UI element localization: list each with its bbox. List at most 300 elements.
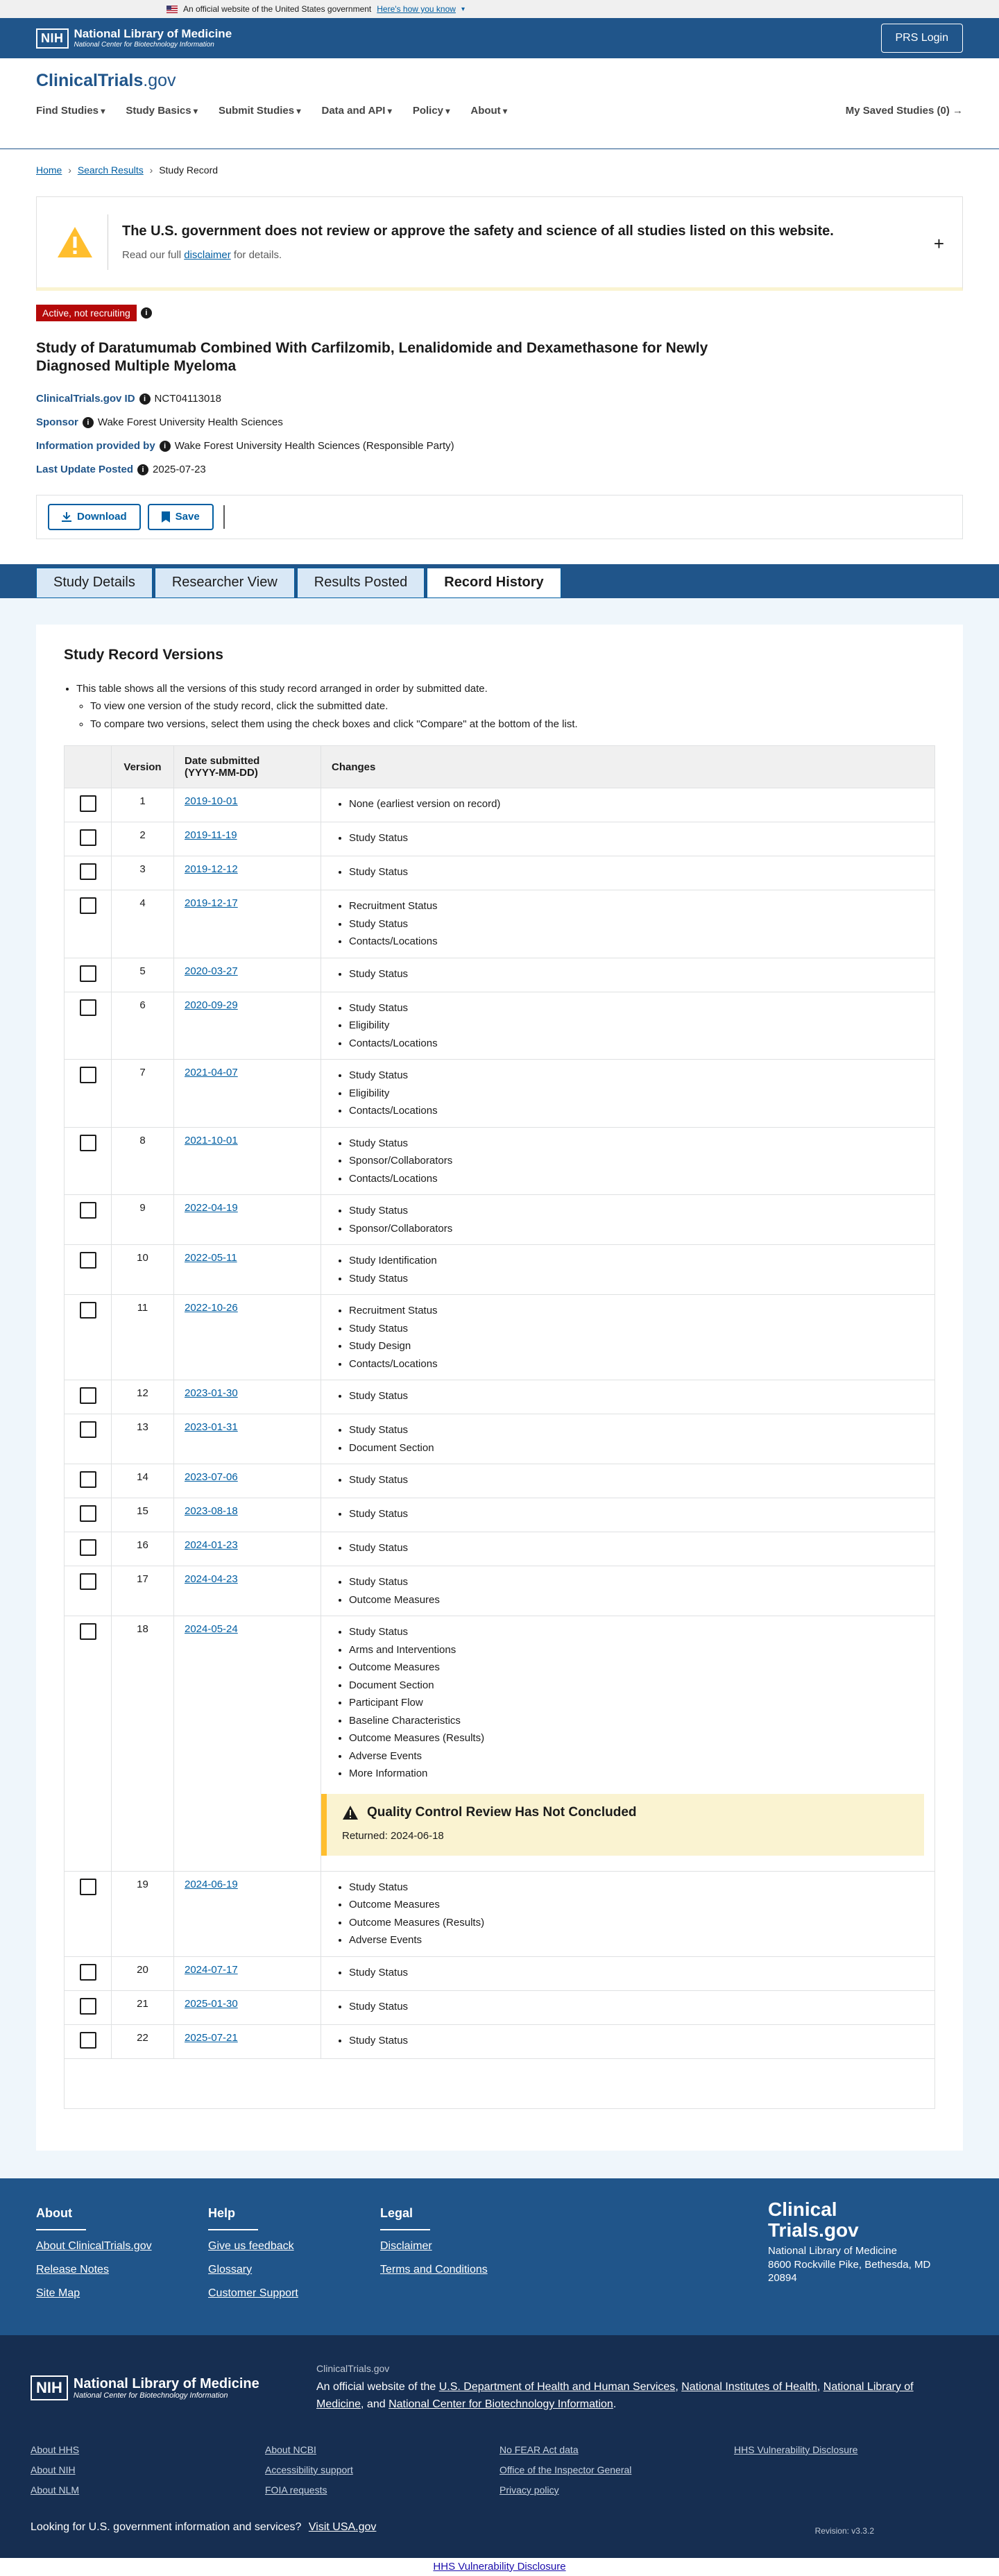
version-checkbox[interactable] (80, 1879, 96, 1895)
change-item: • Adverse Events (349, 1931, 924, 1949)
version-number: 6 (112, 992, 174, 1060)
date-cell (174, 822, 321, 856)
table-row (65, 1380, 935, 1414)
info-provided-label: Information provided by (36, 439, 155, 452)
footer-legal-column (380, 2206, 552, 2314)
breadcrumb-current: Study Record (159, 164, 219, 176)
info-icon[interactable]: i (137, 464, 148, 475)
change-item: • Arms and Interventions (349, 1641, 924, 1659)
table-row (65, 1060, 935, 1128)
version-checkbox[interactable] (80, 999, 96, 1016)
date-cell (174, 1616, 321, 1872)
versions-heading: Study Record Versions (64, 646, 223, 663)
select-cell (65, 2024, 112, 2058)
date-cell (174, 1380, 321, 1414)
select-cell (65, 1380, 112, 1414)
changes-cell (321, 1871, 935, 1956)
changes-cell (321, 1532, 935, 1566)
change-item: • Study Identification (349, 1252, 924, 1270)
change-item: • Contacts/Locations (349, 1035, 924, 1053)
nlm-name: National Library of Medicine (74, 27, 232, 41)
version-date-link[interactable]: 2024-07-17 (185, 1963, 238, 1976)
link-foia[interactable]: FOIA requests (265, 2484, 327, 2496)
ncbi-link[interactable]: National Center for Biotechnology Information (388, 2398, 613, 2411)
alert-text-pre: Read our full (122, 249, 182, 261)
changes-list (336, 1505, 924, 1523)
header-date (174, 746, 321, 788)
footer-link-release-notes[interactable]: Release Notes (36, 2263, 109, 2276)
record-history-content (0, 598, 999, 2178)
select-cell (65, 1245, 112, 1295)
info-icon[interactable]: i (141, 307, 152, 319)
ncbi-name: National Center for Biotechnology Information (73, 2391, 228, 2400)
changes-cell (321, 1060, 935, 1128)
site-footer (0, 2178, 999, 2335)
date-cell (174, 1566, 321, 1616)
nav-data-and-api[interactable]: Data and API ▾ (321, 105, 391, 117)
changes-cell (321, 958, 935, 992)
version-number: 1 (112, 788, 174, 822)
change-item: • Study Status (349, 1387, 924, 1405)
select-cell (65, 1060, 112, 1128)
heres-how-you-know-link[interactable]: Here's how you know (377, 4, 456, 14)
table-row (65, 1127, 935, 1195)
change-item: • Recruitment Status (349, 897, 924, 915)
changes-cell (321, 2024, 935, 2058)
version-date-link[interactable]: 2025-07-21 (185, 2031, 238, 2044)
nlm-name: National Library of Medicine (73, 2376, 259, 2392)
sponsor-value: Wake Forest University Health Sciences (97, 416, 283, 428)
warning-icon (342, 1805, 359, 1820)
breadcrumb-home[interactable]: Home (36, 164, 62, 176)
footer-link-feedback[interactable]: Give us feedback (208, 2239, 294, 2252)
change-item: • Baseline Characteristics (349, 1712, 924, 1730)
changes-list (336, 965, 924, 983)
changes-cell (321, 1566, 935, 1616)
footer-links-col (500, 2444, 734, 2505)
chevron-right-icon: › (68, 164, 71, 176)
date-cell (174, 856, 321, 890)
versions-card (36, 625, 963, 2151)
nav-submit-studies[interactable]: Submit Studies ▾ (219, 105, 301, 117)
change-item: • Sponsor/Collaborators (349, 1220, 924, 1238)
changes-cell (321, 1127, 935, 1195)
change-item: • Participant Flow (349, 1694, 924, 1712)
version-date-link[interactable]: 2023-01-31 (185, 1421, 238, 1434)
chevron-down-icon: ▾ (461, 5, 465, 13)
version-date-link[interactable]: 2020-03-27 (185, 965, 238, 977)
main-nav (36, 105, 963, 117)
changes-cell (321, 822, 935, 856)
footer-rule (208, 2229, 258, 2230)
version-checkbox[interactable] (80, 1202, 96, 1219)
usa-gov-link[interactable]: Visit USA.gov (308, 2520, 377, 2533)
change-item: • Contacts/Locations (349, 1355, 924, 1373)
my-saved-studies-link[interactable] (846, 105, 963, 117)
header-changes: Changes (321, 746, 935, 788)
version-date-link[interactable]: 2022-04-19 (185, 1202, 238, 1214)
expand-plus-icon[interactable]: + (933, 233, 944, 254)
version-date-link[interactable]: 2021-04-07 (185, 1067, 238, 1079)
link-about-hhs[interactable]: About HHS (31, 2443, 80, 2455)
version-number: 9 (112, 1195, 174, 1245)
date-cell (174, 1956, 321, 1990)
nav-about[interactable]: About ▾ (470, 105, 507, 117)
version-date-link[interactable]: 2019-12-12 (185, 863, 238, 876)
table-row (65, 1295, 935, 1380)
nih-logo-box: NIH (31, 2375, 68, 2400)
table-row (65, 2024, 935, 2058)
footer-rule (36, 2229, 86, 2230)
change-item: • Study Status (349, 1998, 924, 2016)
spacer-cell (65, 2058, 935, 2108)
date-cell (174, 958, 321, 992)
link-accessibility[interactable]: Accessibility support (265, 2464, 353, 2475)
version-number: 14 (112, 1464, 174, 1498)
changes-cell (321, 1414, 935, 1464)
footer-link-terms[interactable]: Terms and Conditions (380, 2263, 488, 2276)
version-date-link[interactable]: 2024-05-24 (185, 1623, 238, 1636)
version-date-link[interactable]: 2019-11-19 (185, 829, 237, 842)
date-cell (174, 1871, 321, 1956)
prs-login-button[interactable]: PRS Login (881, 24, 964, 53)
date-cell (174, 788, 321, 822)
version-checkbox[interactable] (80, 2032, 96, 2049)
changes-cell (321, 788, 935, 822)
version-date-link[interactable]: 2024-04-23 (185, 1573, 238, 1586)
link-about-ncbi[interactable]: About NCBI (265, 2443, 316, 2455)
date-cell (174, 1532, 321, 1566)
version-checkbox[interactable] (80, 1387, 96, 1404)
table-row (65, 822, 935, 856)
version-number: 20 (112, 1956, 174, 1990)
change-item: • Adverse Events (349, 1747, 924, 1765)
versions-table (64, 745, 935, 2109)
version-date-link[interactable]: 2024-01-23 (185, 1539, 238, 1552)
change-item: • Study Status (349, 1202, 924, 1220)
changes-cell (321, 1380, 935, 1414)
intro-item (76, 680, 935, 734)
breadcrumb-search-results[interactable]: Search Results (77, 164, 144, 176)
table-row (65, 1498, 935, 1532)
versions-table-body (65, 788, 935, 2109)
changes-list (336, 1623, 924, 1783)
date-cell (174, 1990, 321, 2024)
changes-list (336, 1471, 924, 1489)
link-inspector-general[interactable]: Office of the Inspector General (500, 2464, 632, 2475)
nav-study-basics[interactable]: Study Basics ▾ (126, 105, 198, 117)
hhs-link[interactable]: U.S. Department of Health and Human Services (438, 2380, 676, 2393)
nlm-link[interactable]: National Library of Medicine (316, 2380, 914, 2411)
warning-icon (56, 226, 94, 259)
footer-links-col (265, 2444, 500, 2505)
header-date-line1: Date submitted (185, 755, 260, 768)
actions-divider (223, 505, 225, 529)
download-button[interactable] (48, 504, 141, 530)
ncbi-name: National Center for Biotechnology Information (74, 40, 214, 49)
brand-line1: Clinical (768, 2198, 837, 2220)
change-item: • Outcome Measures (Results) (349, 1914, 924, 1932)
table-row (65, 1414, 935, 1464)
change-item: • Sponsor/Collaborators (349, 1152, 924, 1170)
qc-returned: Returned: 2024-06-18 (342, 1829, 444, 1842)
change-item: • Study Status (349, 2032, 924, 2050)
version-number: 2 (112, 822, 174, 856)
footer-link-disclaimer[interactable]: Disclaimer (380, 2239, 432, 2252)
info-icon[interactable]: i (83, 417, 94, 428)
qc-title: Quality Control Review Has Not Concluded (367, 1804, 637, 1820)
change-item: • Study Status (349, 1270, 924, 1288)
changes-list (336, 1539, 924, 1557)
version-number: 12 (112, 1380, 174, 1414)
address-line3: 20894 (768, 2272, 797, 2285)
table-row (65, 1616, 935, 1872)
footer-link-support[interactable]: Customer Support (208, 2287, 298, 2299)
version-date-link[interactable]: 2022-05-11 (185, 1252, 237, 1264)
select-cell (65, 1295, 112, 1380)
nih-header (0, 18, 999, 58)
date-cell (174, 1295, 321, 1380)
change-item: • Study Status (349, 1539, 924, 1557)
version-number: 10 (112, 1245, 174, 1295)
site-logo[interactable] (36, 71, 963, 91)
gov-banner-text: An official website of the United States government (183, 4, 372, 14)
nlm-logo[interactable] (36, 28, 232, 49)
table-row (65, 788, 935, 822)
changes-cell (321, 1295, 935, 1380)
site-header (0, 58, 999, 149)
header-date-line2: (YYYY-MM-DD) (185, 767, 258, 779)
change-item: • Study Status (349, 999, 924, 1017)
nlm-footer-links (31, 2444, 968, 2505)
change-item: • Study Status (349, 1879, 924, 1897)
version-number: 4 (112, 890, 174, 958)
version-date-link[interactable]: 2024-06-19 (185, 1878, 238, 1890)
version-checkbox[interactable] (80, 829, 96, 846)
date-cell (174, 1464, 321, 1498)
link-privacy[interactable]: Privacy policy (500, 2484, 559, 2496)
footer-link-glossary[interactable]: Glossary (208, 2263, 253, 2276)
tab-record-history[interactable]: Record History (427, 564, 561, 598)
sponsor-label: Sponsor (36, 416, 78, 428)
table-row (65, 856, 935, 890)
version-number: 5 (112, 958, 174, 992)
footer-about-heading: About (36, 2205, 72, 2220)
link-vulnerability-disclosure[interactable]: HHS Vulnerability Disclosure (734, 2443, 858, 2455)
footer-link-about[interactable]: About ClinicalTrials.gov (36, 2239, 152, 2252)
footer-legal-heading: Legal (380, 2205, 413, 2220)
changes-list (336, 795, 924, 813)
table-row (65, 1464, 935, 1498)
table-row (65, 992, 935, 1060)
select-cell (65, 1414, 112, 1464)
alert-text-post: for details. (233, 249, 282, 261)
tab-researcher-view[interactable]: Researcher View (155, 568, 295, 598)
last-update-row (36, 464, 963, 475)
footer-about-column (36, 2206, 208, 2314)
table-row (65, 1871, 935, 1956)
version-checkbox[interactable] (80, 1998, 96, 2015)
version-checkbox[interactable] (80, 795, 96, 812)
select-cell (65, 992, 112, 1060)
version-checkbox[interactable] (80, 1505, 96, 1522)
version-checkbox[interactable] (80, 1135, 96, 1151)
official-website-text (316, 2363, 955, 2414)
version-checkbox[interactable] (80, 1539, 96, 1556)
change-item: • Study Status (349, 1623, 924, 1641)
version-checkbox[interactable] (80, 965, 96, 982)
select-cell (65, 1498, 112, 1532)
intro-sub-item: ◦ To view one version of the study record, click the submitted date. (90, 697, 935, 715)
version-date-link[interactable]: 2019-12-17 (185, 897, 238, 910)
version-checkbox[interactable] (80, 1421, 96, 1438)
tab-study-details[interactable]: Study Details (36, 568, 153, 598)
nih-link[interactable]: National Institutes of Health (681, 2380, 817, 2393)
change-item: • Contacts/Locations (349, 1102, 924, 1120)
date-cell (174, 1245, 321, 1295)
change-item: • Document Section (349, 1677, 924, 1695)
save-label: Save (175, 511, 200, 523)
change-item: • Study Status (349, 965, 924, 983)
footer-links-col (734, 2444, 968, 2505)
changes-list (336, 829, 924, 847)
change-item: • Study Status (349, 1135, 924, 1153)
date-cell (174, 890, 321, 958)
changes-cell (321, 1245, 935, 1295)
changes-list (336, 863, 924, 881)
version-date-link[interactable]: 2019-10-01 (185, 795, 238, 808)
select-cell (65, 1464, 112, 1498)
changes-list (336, 1573, 924, 1609)
table-row (65, 1990, 935, 2024)
date-cell (174, 1127, 321, 1195)
version-date-link[interactable]: 2023-01-30 (185, 1387, 238, 1400)
change-item: • Contacts/Locations (349, 933, 924, 951)
footer-address (768, 2244, 930, 2285)
change-item: • Document Section (349, 1439, 924, 1457)
nlm-footer (0, 2335, 999, 2558)
changes-cell (321, 1990, 935, 2024)
changes-list (336, 1964, 924, 1982)
changes-cell (321, 1956, 935, 1990)
version-number: 8 (112, 1127, 174, 1195)
nlm-footer-logo[interactable] (31, 2363, 282, 2414)
version-number: 15 (112, 1498, 174, 1532)
chevron-right-icon: › (149, 164, 153, 176)
version-checkbox[interactable] (80, 863, 96, 880)
select-cell (65, 1566, 112, 1616)
change-item: • Study Status (349, 915, 924, 933)
select-cell (65, 1532, 112, 1566)
usa-gov-text: Looking for U.S. government information and services? (31, 2520, 302, 2533)
change-item: • Study Status (349, 1471, 924, 1489)
info-icon[interactable]: i (139, 393, 151, 405)
study-tabs (0, 564, 999, 598)
date-cell (174, 1195, 321, 1245)
change-item: • Study Status (349, 1505, 924, 1523)
nih-logo-box: NIH (36, 28, 69, 49)
version-date-link[interactable]: 2023-07-06 (185, 1471, 238, 1484)
version-date-link[interactable]: 2023-08-18 (185, 1505, 238, 1518)
changes-list (336, 1202, 924, 1237)
intro-sub-item: ◦ To compare two versions, select them using the check boxes and click "Compare" at the bottom of the list. (90, 715, 935, 734)
disclaimer-alert (36, 196, 963, 291)
nav-find-studies[interactable]: Find Studies ▾ (36, 105, 105, 117)
changes-list (336, 1387, 924, 1405)
us-flag-icon (166, 6, 178, 13)
changes-list (336, 1879, 924, 1949)
brand-line2: Trials.gov (768, 2219, 859, 2242)
version-checkbox[interactable] (80, 1302, 96, 1319)
footer-brand-logo[interactable] (768, 2199, 930, 2242)
version-checkbox[interactable] (80, 1623, 96, 1640)
date-cell (174, 1414, 321, 1464)
download-label: Download (77, 511, 127, 523)
version-checkbox[interactable] (80, 1573, 96, 1590)
change-item: • Outcome Measures (Results) (349, 1729, 924, 1747)
save-button[interactable] (148, 504, 214, 530)
version-number: 19 (112, 1871, 174, 1956)
version-number: 13 (112, 1414, 174, 1464)
version-date-link[interactable]: 2025-01-30 (185, 1997, 238, 2010)
changes-list (336, 999, 924, 1053)
version-number: 7 (112, 1060, 174, 1128)
link-no-fear[interactable]: No FEAR Act data (500, 2443, 579, 2455)
site-title-bold: ClinicalTrials (36, 71, 144, 90)
official-statement: An official website of the U.S. Department of Health and Human Services, National Institutes of Health, National Library of Medicine, and National Center for Biotechnology Information. (316, 2380, 914, 2411)
version-checkbox[interactable] (80, 1964, 96, 1981)
changes-list (336, 1135, 924, 1188)
changes-list (336, 1998, 924, 2016)
footer-links-col (31, 2444, 265, 2505)
nav-policy[interactable]: Policy ▾ (413, 105, 450, 117)
change-item: • Study Design (349, 1337, 924, 1355)
change-item: • Outcome Measures (349, 1591, 924, 1609)
header-select (65, 746, 112, 788)
info-icon[interactable]: i (160, 441, 171, 452)
version-checkbox[interactable] (80, 1067, 96, 1083)
link-about-nlm[interactable]: About NLM (31, 2484, 80, 2496)
tab-results-posted[interactable]: Results Posted (297, 568, 425, 598)
version-checkbox[interactable] (80, 897, 96, 914)
date-cell (174, 992, 321, 1060)
footer-link-site-map[interactable]: Site Map (36, 2287, 80, 2299)
table-row (65, 1532, 935, 1566)
table-row (65, 1195, 935, 1245)
version-number: 11 (112, 1295, 174, 1380)
version-date-link[interactable]: 2020-09-29 (185, 999, 238, 1011)
table-row (65, 1566, 935, 1616)
saved-studies-label: My Saved Studies (0) (845, 105, 950, 117)
versions-intro (64, 680, 935, 734)
bottom-vulnerability-link[interactable]: HHS Vulnerability Disclosure (433, 2560, 566, 2573)
version-date-link[interactable]: 2022-10-26 (185, 1302, 238, 1314)
version-number: 16 (112, 1532, 174, 1566)
version-date-link[interactable]: 2021-10-01 (185, 1134, 238, 1146)
disclaimer-link[interactable]: disclaimer (184, 249, 231, 261)
version-checkbox[interactable] (80, 1471, 96, 1488)
address-line2: 8600 Rockville Pike, Bethesda, MD (768, 2258, 931, 2271)
changes-cell (321, 856, 935, 890)
address-line1: National Library of Medicine (768, 2245, 897, 2257)
table-row (65, 890, 935, 958)
version-checkbox[interactable] (80, 1252, 96, 1269)
change-item: • Outcome Measures (349, 1896, 924, 1914)
download-icon (62, 512, 71, 522)
bookmark-icon (162, 511, 170, 523)
link-about-nih[interactable]: About NIH (31, 2464, 76, 2475)
changes-list (336, 1067, 924, 1120)
